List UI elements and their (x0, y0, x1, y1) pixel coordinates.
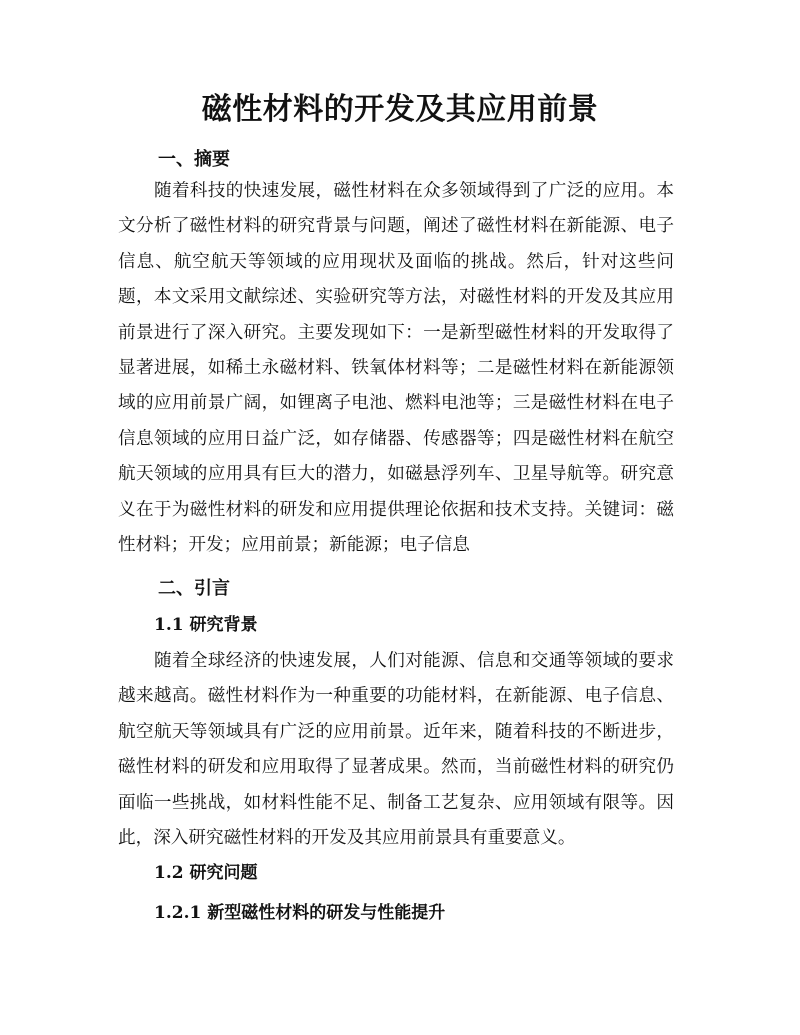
subsection-heading-background: 1.1 研究背景 (154, 615, 258, 635)
subsubsection-heading-new-materials: 1.2.1 新型磁性材料的研发与性能提升 (154, 903, 446, 923)
subsection-heading-research-questions: 1.2 研究问题 (154, 863, 258, 883)
section-heading-introduction: 二、引言 (158, 578, 230, 599)
section-heading-abstract: 一、摘要 (158, 149, 230, 170)
document-title: 磁性材料的开发及其应用前景 (201, 92, 599, 127)
background-paragraph: 随着全球经济的快速发展，人们对能源、信息和交通等领域的要求越来越高。磁性材料作为一种重要的功能材料，在新能源、电子信息、航空航天等领域具有广泛的应用前景。近年来，随着科技的不断进步，磁性材料的研发和应用取得了显著成果。然而，当前磁性材料的研究仍面临一些挑战，如材料性能不足、制备工艺复杂、应用领域有限等。因此，深入研究磁性材料的开发及其应用前景具有重要意义。 (118, 651, 674, 849)
abstract-paragraph: 随着科技的快速发展，磁性材料在众多领域得到了广泛的应用。本文分析了磁性材料的研究背景与问题，阐述了磁性材料在新能源、电子信息、航空航天等领域的应用现状及面临的挑战。然后，针对这些问题，本文采用文献综述、实验研究等方法，对磁性材料的开发及其应用前景进行了深入研究。主要发现如下：一是新型磁性材料的开发取得了显著进展，如稀土永磁材料、铁氧体材料等；二是磁性材料在新能源领域的应用前景广阔，如锂离子电池、燃料电池等；三是磁性材料在电子信息领域的应用日益广泛，如存储器、传感器等；四是磁性材料在航空航天领域的应用具有巨大的潜力，如磁悬浮列车、卫星导航等。研究意义在于为磁性材料的研发和应用提供理论依据和技术支持。关键词：磁性材料；开发；应用前景；新能源；电子信息 (118, 181, 674, 556)
